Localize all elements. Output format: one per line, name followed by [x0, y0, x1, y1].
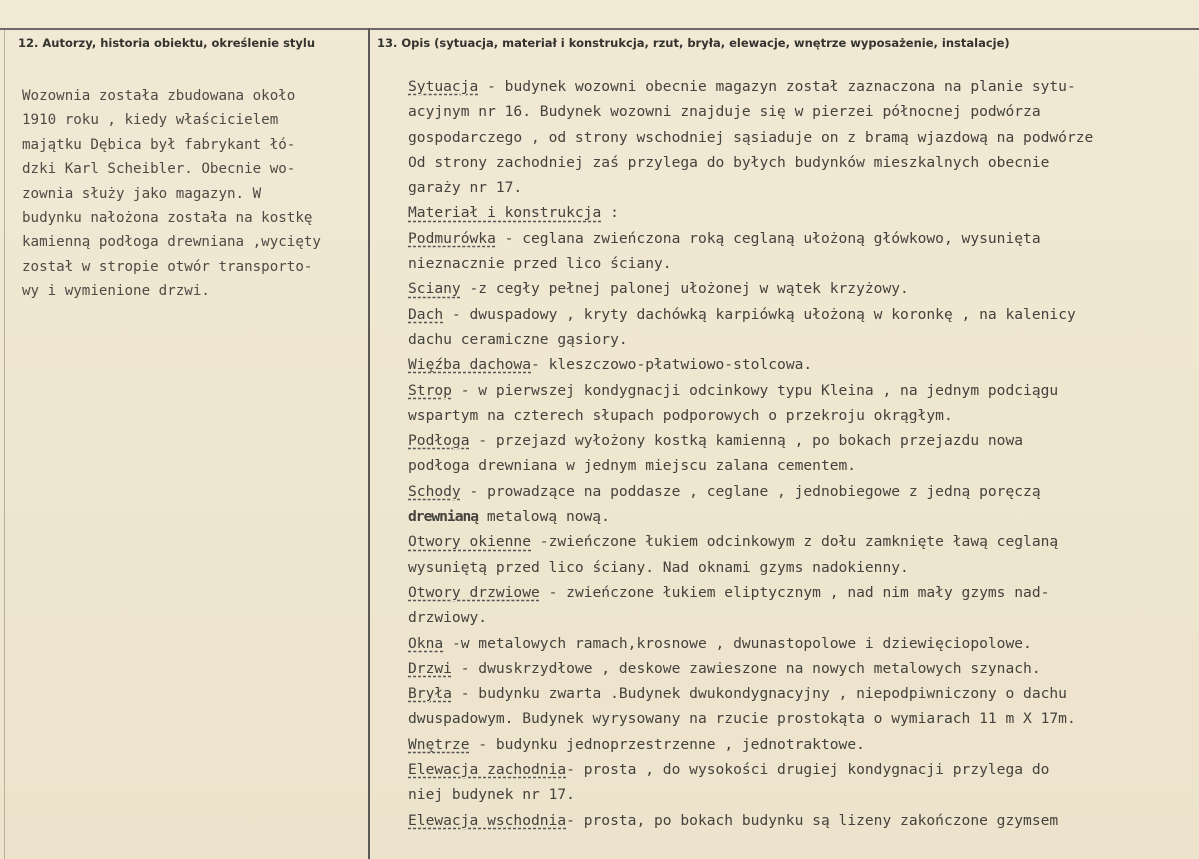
line-text: acyjnym nr 16. Budynek wozowni znajduje się w pierzei północnej podwórza [408, 103, 1041, 121]
description-line [408, 428, 1199, 453]
section-label: Elewacja zachodnia [408, 761, 567, 779]
description-line [408, 99, 1199, 124]
section-label: Sciany [408, 280, 461, 298]
description-line [408, 175, 1199, 200]
section-label: Wnętrze [408, 735, 470, 753]
line-text: niej budynek nr 17. [408, 786, 575, 804]
history-text [22, 84, 367, 304]
section-label: Podmurówka [408, 229, 496, 247]
line-text: nieznacznie przed lico ściany. [408, 255, 672, 273]
description-line [408, 529, 1199, 554]
section-label: Podłoga [408, 432, 470, 450]
line-text: - dwuskrzydłowe , deskowe zawieszone na nowych metalowych szynach. [451, 659, 1041, 677]
description-text [408, 74, 1199, 833]
description-line [408, 125, 1199, 150]
description-line [408, 453, 1199, 478]
section-label: Strop [408, 381, 452, 399]
description-line [408, 378, 1199, 403]
line-text: Od strony zachodniej zaś przylega do byłych budynków mieszkalnych obecnie [408, 153, 1050, 171]
history-line: majątku Dębica był fabrykant łó- [22, 136, 296, 153]
line-text: - ceglana zwieńczona roką ceglaną ułożoną główkowo, wysunięta [495, 229, 1041, 247]
history-line: wy i wymienione drzwi. [22, 283, 210, 300]
line-text: metalową nową. [478, 508, 610, 526]
history-line: Wozownia została zbudowana około [22, 88, 296, 104]
line-text: podłoga drewniana w jednym miejscu zalana cementem. [408, 457, 857, 475]
description-line [408, 706, 1199, 731]
line-text: - budynku jednoprzestrzenne , jednotraktowe. [469, 735, 865, 753]
line-text: dachu ceramiczne gąsiory. [408, 330, 628, 348]
line-text: drzwiowy. [408, 609, 488, 627]
description-line [408, 732, 1199, 757]
section-12-header: 12. Autorzy, historia obiektu, określenie stylu [18, 36, 316, 50]
line-text: garaży nr 17. [408, 179, 523, 197]
description-line [408, 555, 1199, 580]
line-text: : [601, 204, 619, 222]
line-text: - zwieńczone łukiem eliptycznym , nad nim mały gzyms nad- [539, 583, 1050, 601]
line-text: -w metalowych ramach,krosnowe , dwunastopolowe i dziewięciopolowe. [443, 634, 1032, 652]
section-label: Otwory okienne [408, 533, 532, 551]
description-line [408, 352, 1199, 377]
left-edge-rule [4, 30, 5, 859]
line-text: wspartym na czterech słupach podporowych o przekroju okrągłym. [408, 406, 953, 424]
description-line [408, 631, 1199, 656]
line-text: - prosta , do wysokości drugiej kondygnacji przylega do [566, 761, 1050, 779]
description-line [408, 605, 1199, 630]
description-line [408, 74, 1199, 99]
section-label: Sytuacja [408, 78, 479, 95]
description-line [408, 504, 1199, 529]
line-text: wysuniętą przed lico ściany. Nad oknami gzyms nadokienny. [408, 558, 909, 576]
line-text: -zwieńczone łukiem odcinkowym z dołu zamknięte ławą ceglaną [531, 533, 1059, 551]
description-line [408, 276, 1199, 301]
description-line [408, 580, 1199, 605]
top-rule [0, 28, 1199, 30]
line-text: - prosta, po bokach budynku są lizeny zakończone gzymsem [566, 811, 1059, 829]
description-line [408, 226, 1199, 251]
history-line: zownia służy jako magazyn. W [22, 185, 262, 202]
line-text: - w pierwszej kondygnacji odcinkowy typu Kleina , na jednym podciągu [451, 381, 1059, 399]
section-label: Otwory drzwiowe [408, 583, 540, 601]
line-text: -z cegły pełnej palonej ułożonej w wątek krzyżowy. [460, 280, 909, 298]
description-line [408, 200, 1199, 225]
history-line: budynku nałożona została na kostkę [22, 209, 313, 226]
history-line: 1910 roku , kiedy właścicielem [22, 112, 279, 129]
section-label: Okna [408, 634, 444, 652]
line-text: - budynek wozowni obecnie magazyn został zaznaczona na planie sytu- [478, 78, 1076, 95]
section-label: Schody [408, 482, 461, 500]
section-label: Dach [408, 305, 444, 323]
column-divider [368, 28, 370, 859]
description-line [408, 757, 1199, 782]
description-line [408, 251, 1199, 276]
description-line [408, 782, 1199, 807]
section-label: Materiał i konstrukcja [408, 204, 602, 222]
line-text: dwuspadowym. Budynek wyrysowany na rzucie prostokąta o wymiarach 11 m X 17m. [408, 710, 1076, 728]
description-line [408, 302, 1199, 327]
history-line: dzki Karl Scheibler. Obecnie wo- [22, 161, 296, 178]
section-label: Drzwi [408, 659, 452, 677]
line-text: - prowadzące na poddasze , ceglane , jednobiegowe z jedną poręczą [460, 482, 1041, 500]
history-line: kamienną podłoga drewniana ,wycięty [22, 234, 321, 251]
description-line [408, 479, 1199, 504]
description-line [408, 681, 1199, 706]
line-text: - kleszczowo-płatwiowo-stolcowa. [531, 356, 813, 374]
description-line [408, 656, 1199, 681]
history-line: został w stropie otwór transporto- [22, 258, 313, 275]
line-text: - przejazd wyłożony kostką kamienną , po bokach przejazdu nowa [469, 432, 1024, 450]
description-line [408, 403, 1199, 428]
section-label: Bryła [408, 685, 452, 703]
description-line [408, 808, 1199, 833]
line-text: - dwuspadowy , kryty dachówką karpiówką ułożoną w koronkę , na kalenicy [443, 305, 1076, 323]
line-text: gospodarczego , od strony wschodniej sąsiaduje on z bramą wjazdową na podwórze [408, 128, 1094, 146]
line-text: - budynku zwarta .Budynek dwukondygnacyjny , niepodpiwniczony o dachu [451, 685, 1067, 703]
section-label: Więźba dachowa [408, 356, 532, 374]
section-label: Elewacja wschodnia [408, 811, 567, 829]
description-line [408, 150, 1199, 175]
section-13-header: 13. Opis (sytuacja, materiał i konstrukcja, rzut, bryła, elewacje, wnętrze wyposażenie, instalacje) [377, 36, 1010, 50]
description-line [408, 327, 1199, 352]
struck-out-word: drewnianą [408, 508, 479, 526]
